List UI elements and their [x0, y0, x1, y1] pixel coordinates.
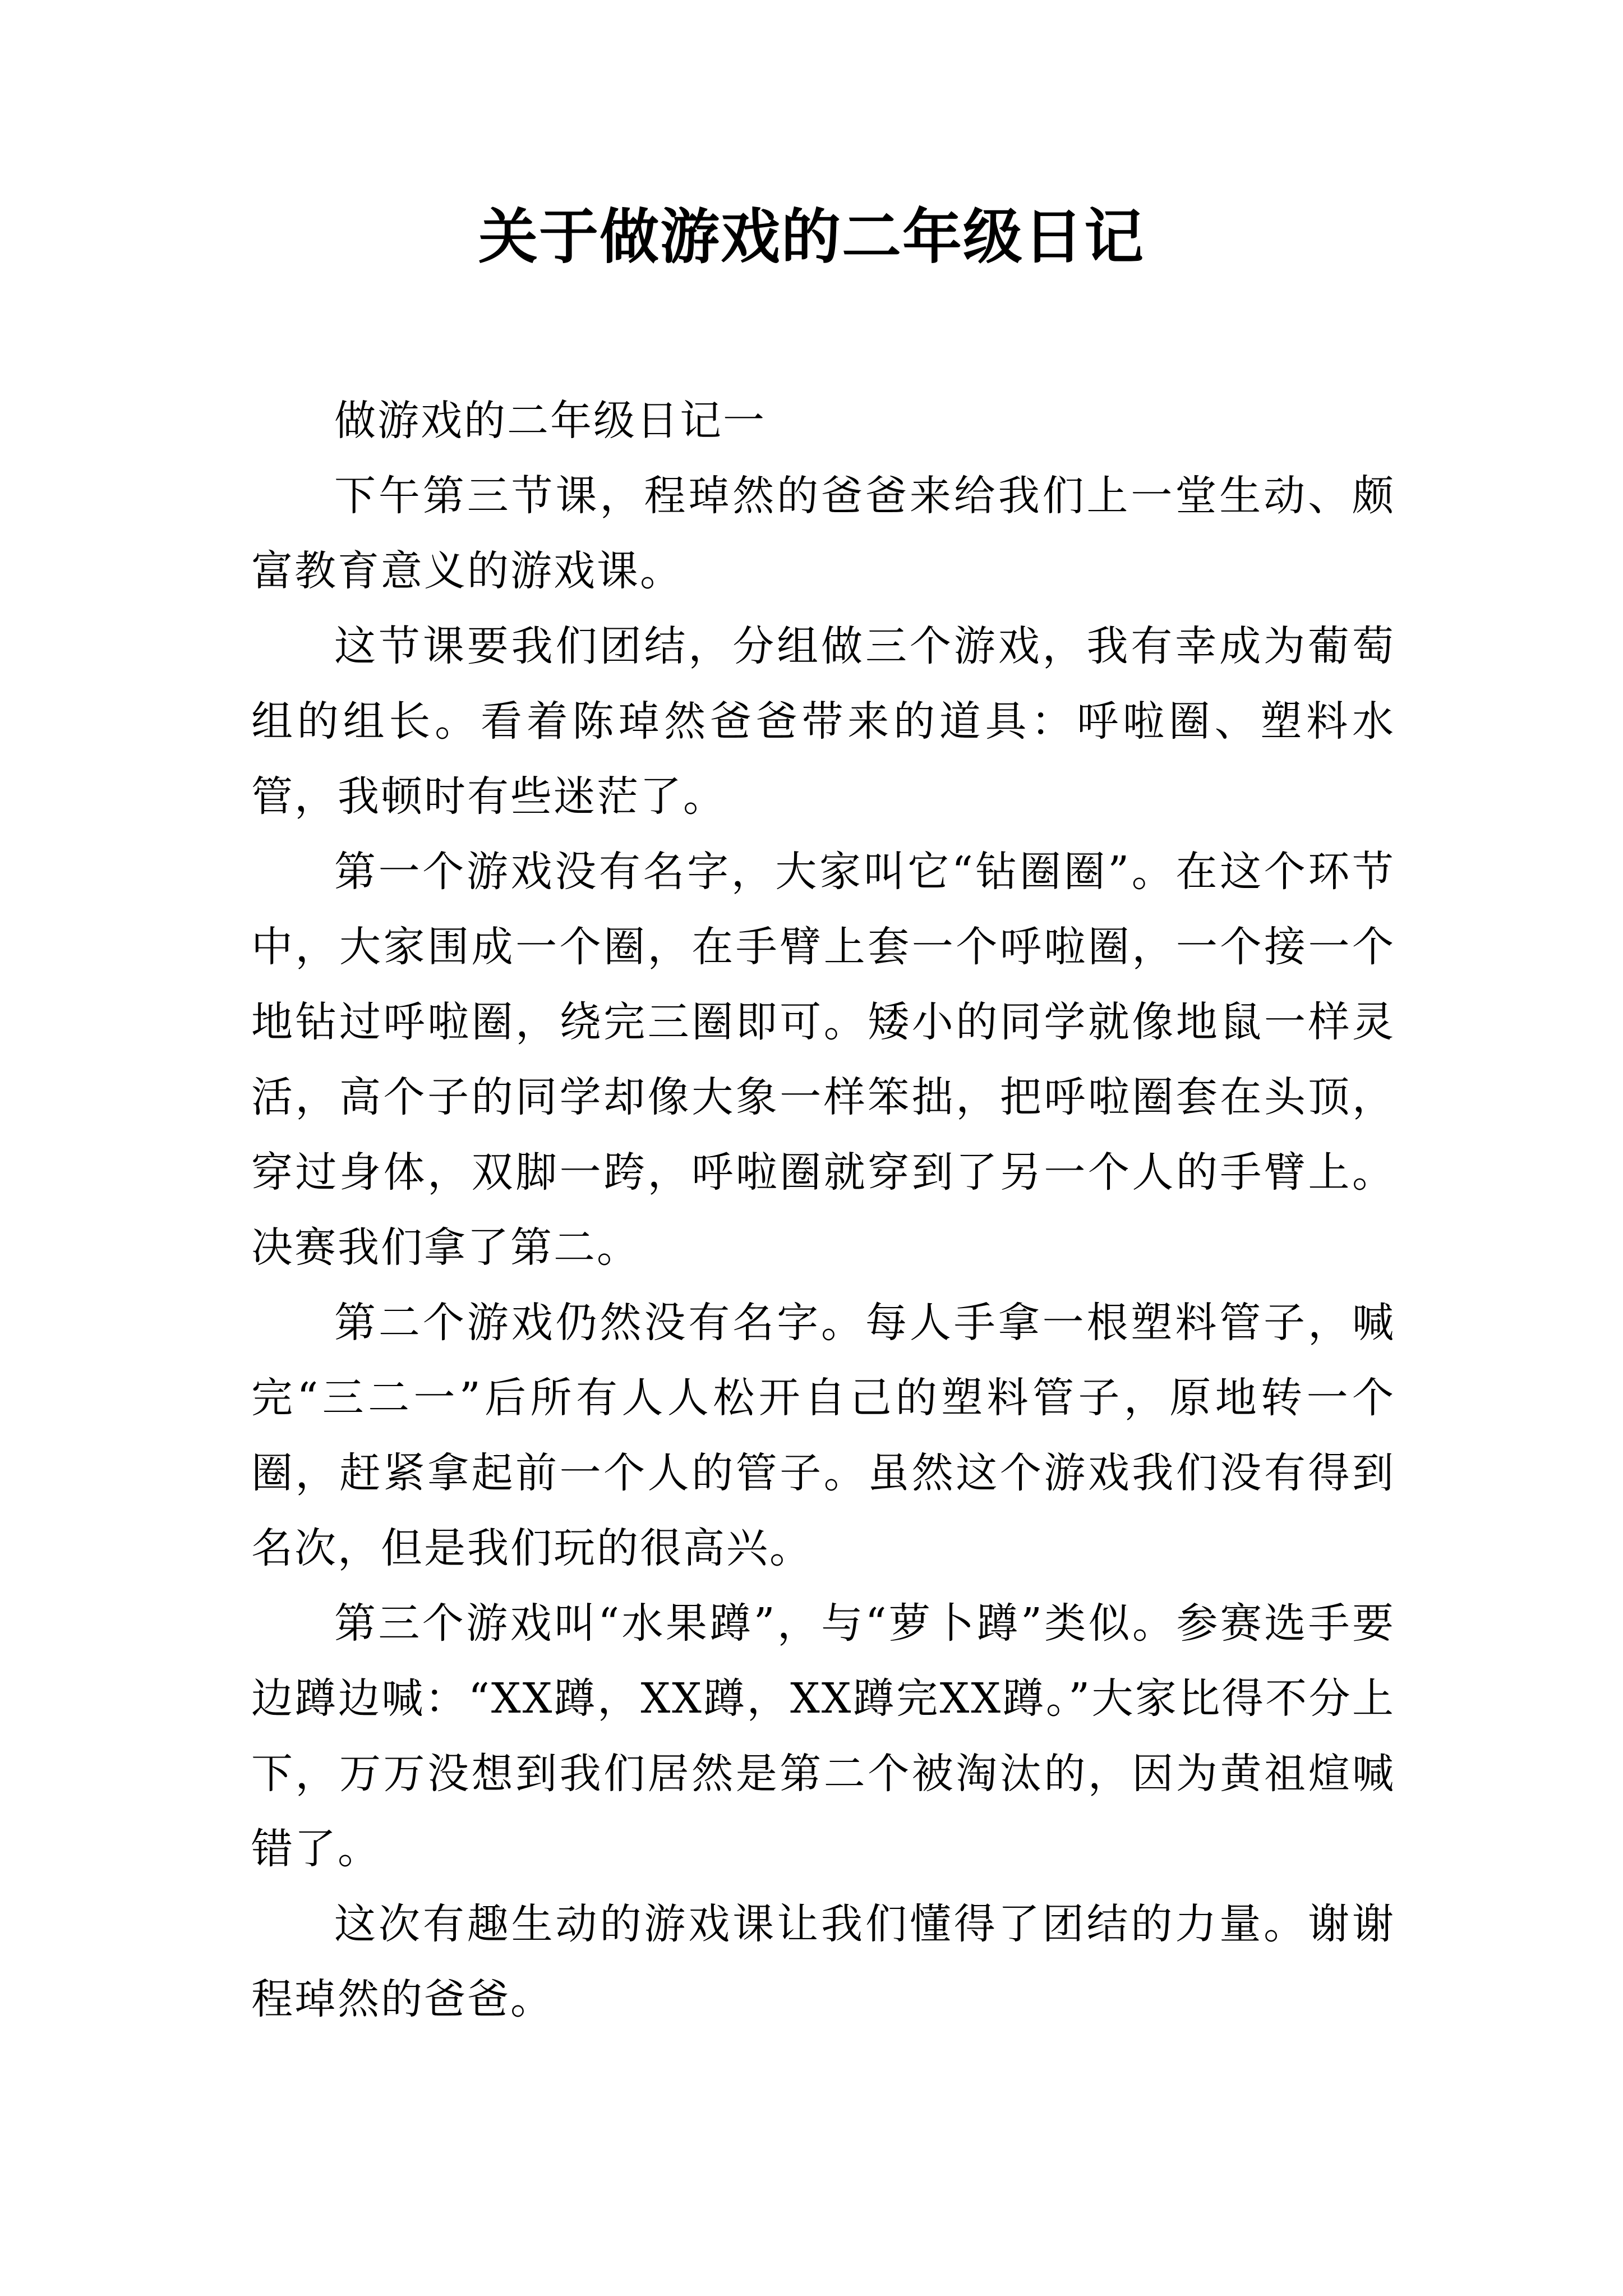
paragraph-3: 第一个游戏没有名字，大家叫它“钻圈圈”。在这个环节中，大家围成一个圈，在手臂上套一个呼啦圈，一个接一个地钻过呼啦圈，绕完三圈即可。矮小的同学就像地鼠一样灵活，高个子的同学却像大象一样笨拙，把呼啦圈套在头顶，穿过身体，双脚一跨，呼啦圈就穿到了另一个人的手臂上。决赛我们拿了第二。 — [251, 848, 1395, 1272]
paragraph-5: 第三个游戏叫“水果蹲”，与“萝卜蹲”类似。参赛选手要边蹲边喊：“XX蹲，XX蹲，XX蹲完XX蹲。”大家比得不分上下，万万没想到我们居然是第二个被淘汰的，因为黄祖煊喊错了。 — [251, 1599, 1395, 1873]
paragraph-4: 第二个游戏仍然没有名字。每人手拿一根塑料管子，喊完“三二一”后所有人人松开自己的塑料管子，原地转一个圈，赶紧拿起前一个人的管子。虽然这个游戏我们没有得到名次，但是我们玩的很高兴。 — [251, 1299, 1395, 1572]
section-heading: 做游戏的二年级日记一 — [334, 397, 766, 445]
paragraph-6: 这次有趣生动的游戏课让我们懂得了团结的力量。谢谢程琸然的爸爸。 — [251, 1900, 1395, 2023]
document-body — [251, 383, 1395, 2037]
document-title: 关于做游戏的二年级日记 — [478, 201, 1145, 272]
paragraph-1: 下午第三节课，程琸然的爸爸来给我们上一堂生动、颇富教育意义的游戏课。 — [251, 472, 1395, 595]
paragraph-2: 这节课要我们团结，分组做三个游戏，我有幸成为葡萄组的组长。看着陈琸然爸爸带来的道具：呼啦圈、塑料水管，我顿时有些迷茫了。 — [251, 622, 1395, 821]
